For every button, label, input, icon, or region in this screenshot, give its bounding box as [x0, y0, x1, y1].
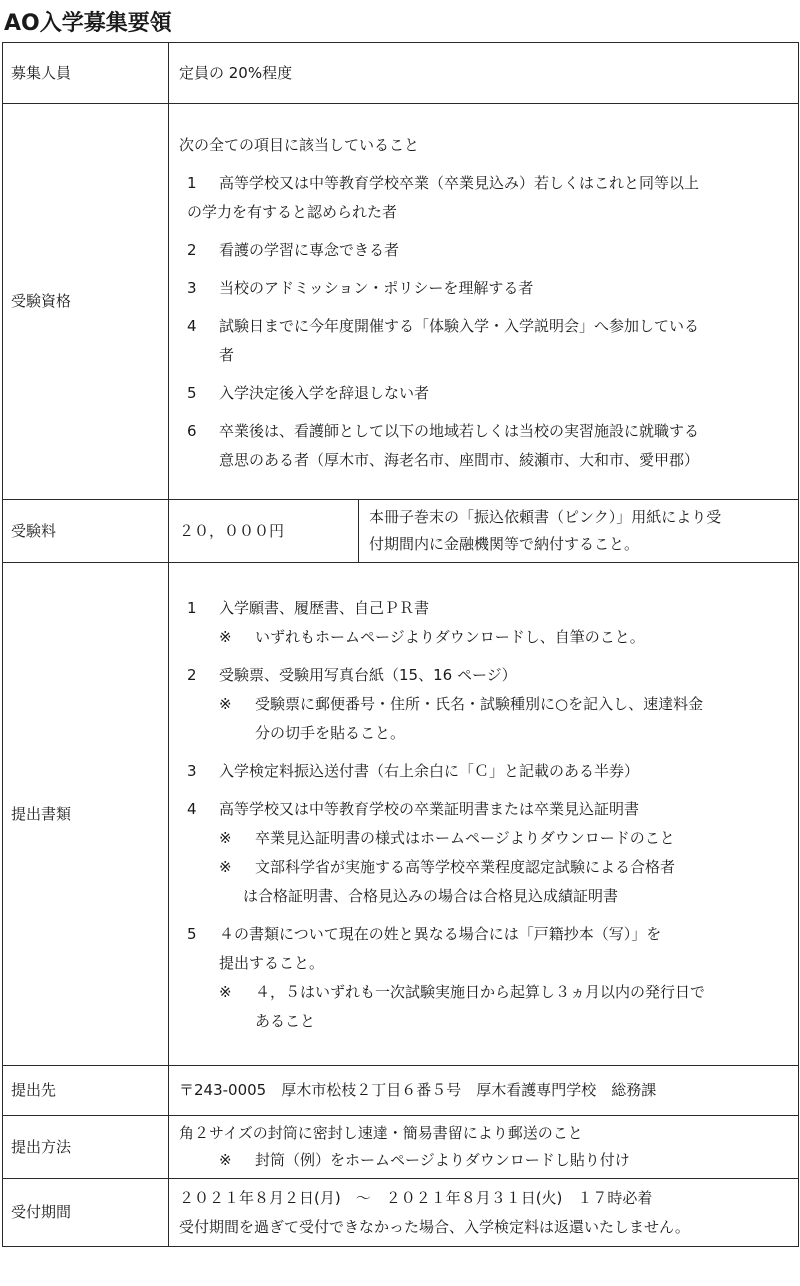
admission-table [2, 42, 799, 1247]
row-documents [3, 563, 799, 1066]
document-item: 5 ４の書類について現在の姓と異なる場合には「戸籍抄本（写）」を 提出すること。 [187, 925, 662, 972]
eligibility-intro: 次の全ての項目に該当していること [179, 135, 420, 154]
eligibility-item: 4 試験日までに今年度開催する「体験入学・入学説明会」へ参加している 者 [187, 316, 700, 364]
label-documents: 提出書類 [3, 563, 169, 1066]
method-note: ※ 封筒（例）をホームページよりダウンロードし貼り付け [219, 1151, 630, 1169]
eligibility-item: 2 看護の学習に専念できる者 [187, 240, 400, 259]
row-method [3, 1116, 799, 1179]
document-note: ※ 文部科学省が実施する高等学校卒業程度認定試験による合格者 は合格証明書、合格見込みの場合は合格見込成績証明書 [219, 858, 676, 905]
value-fee-note: 本冊子巻末の「振込依頼書（ピンク）」用紙により受 付期間内に金融機関等で納付すること。 [359, 500, 799, 563]
value-fee-amount: ２０，０００円 [169, 500, 359, 563]
row-recruit [3, 43, 799, 104]
value-period: ２０２１年８月２日(月) ～ ２０２１年８月３１日(火) １７時必着 受付期間を過ぎて受付できなかった場合、入学検定料は返還いたしません。 [169, 1179, 799, 1247]
eligibility-item: 5 入学決定後入学を辞退しない者 [187, 383, 430, 402]
document-item: 3 入学検定料振込送付書（右上余白に「Ｃ」と記載のある半券） [187, 762, 640, 780]
row-eligibility [3, 104, 799, 500]
document-note: ※ いずれもホームページよりダウンロードし、自筆のこと。 [219, 628, 645, 646]
document-note: ※ ４，５はいずれも一次試験実施日から起算し３ヵ月以内の発行日で あること [219, 983, 706, 1030]
eligibility-item: 1 高等学校又は中等教育学校卒業（卒業見込み）若しくはこれと同等以上 の学力を有すると認められた者 [187, 173, 700, 221]
document-note: ※ 卒業見込証明書の様式はホームページよりダウンロードのこと [219, 829, 675, 847]
row-destination [3, 1066, 799, 1116]
value-destination: 〒243-0005 厚木市松枝２丁目６番５号 厚木看護専門学校 総務課 [169, 1066, 799, 1116]
page-title: AO入学募集要領 [4, 11, 172, 36]
label-destination: 提出先 [3, 1066, 169, 1116]
label-recruit: 募集人員 [3, 43, 169, 104]
value-eligibility [169, 104, 799, 500]
row-period [3, 1179, 799, 1247]
document-item: 4 高等学校又は中等教育学校の卒業証明書または卒業見込証明書 [187, 800, 640, 818]
label-fee: 受験料 [3, 500, 169, 563]
value-recruit: 定員の 20%程度 [169, 43, 799, 104]
label-period: 受付期間 [3, 1179, 169, 1247]
eligibility-item: 6 卒業後は、看護師として以下の地域若しくは当校の実習施設に就職する 意思のある者（厚木市、海老名市、座間市、綾瀬市、大和市、愛甲郡） [187, 421, 700, 469]
value-documents [169, 563, 799, 1066]
document-item: 2 受験票、受験用写真台紙（15、16 ページ） [187, 666, 517, 684]
label-eligibility: 受験資格 [3, 104, 169, 500]
eligibility-item: 3 当校のアドミッション・ポリシーを理解する者 [187, 278, 534, 297]
row-fee [3, 500, 799, 563]
document-item: 1 入学願書、履歴書、自己ＰＲ書 [187, 599, 430, 617]
value-method: 角２サイズの封筒に密封し速達・簡易書留により郵送のこと ※ 封筒（例）をホームページよりダウンロードし貼り付け [169, 1116, 799, 1179]
label-method: 提出方法 [3, 1116, 169, 1179]
document-note: ※ 受験票に郵便番号・住所・氏名・試験種別に○を記入し、速達料金 分の切手を貼ること。 [219, 695, 704, 742]
